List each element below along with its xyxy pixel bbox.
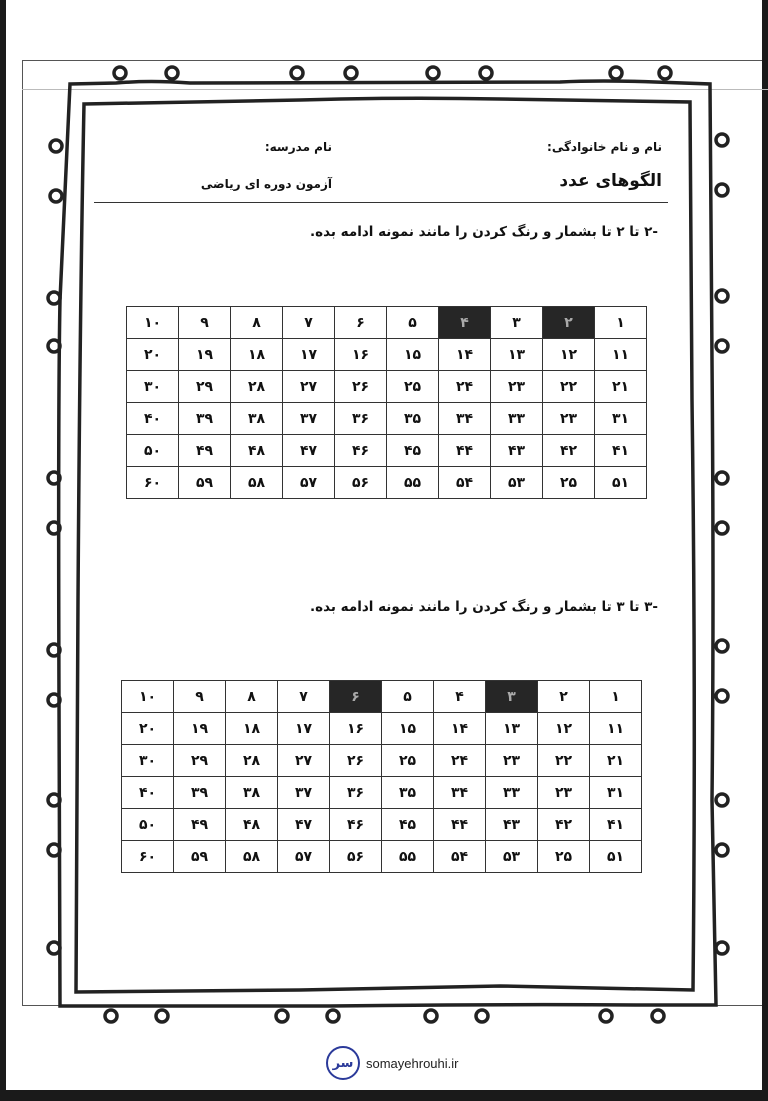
grid-cell[interactable]: ۴۳ xyxy=(486,809,538,841)
grid-cell[interactable]: ۱۹ xyxy=(179,339,231,371)
grid-cell[interactable]: ۲۳ xyxy=(491,371,543,403)
grid-cell[interactable]: ۱ xyxy=(595,307,647,339)
grid-cell[interactable]: ۳۱ xyxy=(595,403,647,435)
grid-cell[interactable]: ۸ xyxy=(226,681,278,713)
grid-cell[interactable]: ۶ xyxy=(335,307,387,339)
grid-cell[interactable]: ۲ xyxy=(538,681,590,713)
bottom-edge xyxy=(0,1090,768,1101)
grid-cell[interactable]: ۵۷ xyxy=(278,841,330,873)
grid-cell[interactable]: ۵۸ xyxy=(226,841,278,873)
grid-cell[interactable]: ۴۴ xyxy=(434,809,486,841)
grid-cell[interactable]: ۳۸ xyxy=(231,403,283,435)
grid-row xyxy=(127,307,647,339)
grid-cell[interactable]: ۴۶ xyxy=(330,809,382,841)
grid-cell[interactable]: ۴ xyxy=(439,307,491,339)
grid-cell[interactable]: ۲۶ xyxy=(330,745,382,777)
grid-cell[interactable]: ۳۹ xyxy=(179,403,231,435)
grid-cell[interactable]: ۷ xyxy=(283,307,335,339)
grid-cell[interactable]: ۲۵ xyxy=(387,371,439,403)
grid-cell[interactable]: ۱۲ xyxy=(538,713,590,745)
grid-cell[interactable]: ۶۰ xyxy=(122,841,174,873)
grid-cell[interactable]: ۲۷ xyxy=(278,745,330,777)
grid-cell[interactable]: ۵۴ xyxy=(434,841,486,873)
grid-cell[interactable]: ۵۳ xyxy=(486,841,538,873)
grid-cell[interactable]: ۴۲ xyxy=(543,435,595,467)
instruction-skip-count-2: -۲ تا ۲ تا بشمار و رنگ کردن را مانند نمونه ادامه بده. xyxy=(310,224,658,240)
grid-cell[interactable]: ۵۴ xyxy=(439,467,491,499)
grid-cell[interactable]: ۱۱ xyxy=(595,339,647,371)
grid-cell[interactable]: ۴۴ xyxy=(439,435,491,467)
grid-cell[interactable]: ۳۶ xyxy=(330,777,382,809)
grid-row xyxy=(127,467,647,499)
grid-cell[interactable]: ۲۲ xyxy=(538,745,590,777)
site-footer xyxy=(326,1046,459,1080)
grid-cell[interactable]: ۱۵ xyxy=(382,713,434,745)
grid-cell[interactable]: ۲۲ xyxy=(543,371,595,403)
grid-cell[interactable]: ۱۸ xyxy=(231,339,283,371)
site-url[interactable]: somayehrouhi.ir xyxy=(366,1055,459,1071)
grid-cell[interactable]: ۲۰ xyxy=(127,339,179,371)
grid-cell[interactable]: ۲۳ xyxy=(486,745,538,777)
student-name-label: نام و نام خانوادگی: xyxy=(547,140,662,154)
grid-cell[interactable]: ۷ xyxy=(278,681,330,713)
grid-cell[interactable]: ۵۰ xyxy=(122,809,174,841)
grid-cell[interactable]: ۴۷ xyxy=(278,809,330,841)
grid-cell[interactable]: ۲۵ xyxy=(538,841,590,873)
grid-cell[interactable]: ۵۱ xyxy=(595,467,647,499)
school-name-label: نام مدرسه: xyxy=(264,140,332,154)
grid-cell[interactable]: ۳۰ xyxy=(122,745,174,777)
grid-cell[interactable]: ۱۹ xyxy=(174,713,226,745)
grid-row xyxy=(122,777,642,809)
grid-cell[interactable]: ۵۹ xyxy=(179,467,231,499)
exam-subtitle: آزمون دوره ای ریاضی xyxy=(200,177,332,191)
grid-row xyxy=(127,339,647,371)
grid-cell[interactable]: ۵۸ xyxy=(231,467,283,499)
grid-cell[interactable]: ۱۰ xyxy=(127,307,179,339)
grid-cell[interactable]: ۳۴ xyxy=(439,403,491,435)
grid-cell[interactable]: ۱۳ xyxy=(486,713,538,745)
grid-cell[interactable]: ۲۷ xyxy=(283,371,335,403)
grid-cell[interactable]: ۲۰ xyxy=(122,713,174,745)
grid-cell[interactable]: ۵۵ xyxy=(382,841,434,873)
grid-cell[interactable]: ۴۶ xyxy=(335,435,387,467)
grid-cell[interactable]: ۲۱ xyxy=(590,745,642,777)
grid-cell[interactable]: ۲۳ xyxy=(543,403,595,435)
grid-cell[interactable]: ۵ xyxy=(382,681,434,713)
grid-cell[interactable]: ۴۹ xyxy=(174,809,226,841)
grid-cell[interactable]: ۱۲ xyxy=(543,339,595,371)
grid-cell[interactable]: ۴۸ xyxy=(231,435,283,467)
grid-cell[interactable]: ۳۳ xyxy=(491,403,543,435)
number-grid-skip-3 xyxy=(121,680,642,873)
grid-row xyxy=(127,435,647,467)
grid-cell[interactable]: ۴۱ xyxy=(590,809,642,841)
grid-cell[interactable]: ۴۲ xyxy=(538,809,590,841)
grid-cell[interactable]: ۴۷ xyxy=(283,435,335,467)
grid-cell[interactable]: ۵۱ xyxy=(590,841,642,873)
grid-cell[interactable]: ۴۵ xyxy=(387,435,439,467)
grid-cell[interactable]: ۲۵ xyxy=(543,467,595,499)
grid-cell[interactable]: ۲۸ xyxy=(226,745,278,777)
grid-cell[interactable]: ۱۳ xyxy=(491,339,543,371)
grid-cell[interactable]: ۱۷ xyxy=(278,713,330,745)
grid-cell[interactable]: ۲۹ xyxy=(174,745,226,777)
grid-cell[interactable]: ۶۰ xyxy=(127,467,179,499)
grid-cell[interactable]: ۹ xyxy=(179,307,231,339)
grid-cell[interactable]: ۱۰ xyxy=(122,681,174,713)
grid-cell[interactable]: ۵۰ xyxy=(127,435,179,467)
grid-cell[interactable]: ۳۶ xyxy=(335,403,387,435)
worksheet-title: الگوهای عدد xyxy=(559,171,662,191)
grid-cell[interactable]: ۵۳ xyxy=(491,467,543,499)
grid-row xyxy=(122,713,642,745)
grid-cell[interactable]: ۶ xyxy=(330,681,382,713)
grid-cell[interactable]: ۳ xyxy=(486,681,538,713)
grid-cell[interactable]: ۴۸ xyxy=(226,809,278,841)
grid-cell[interactable]: ۴۳ xyxy=(491,435,543,467)
grid-row xyxy=(122,681,642,713)
instruction-skip-count-3: -۳ تا ۳ تا بشمار و رنگ کردن را مانند نمونه ادامه بده. xyxy=(310,599,658,615)
grid-cell[interactable]: ۳۳ xyxy=(486,777,538,809)
grid-cell[interactable]: ۳ xyxy=(491,307,543,339)
grid-cell[interactable]: ۳۵ xyxy=(387,403,439,435)
grid-cell[interactable]: ۵۶ xyxy=(330,841,382,873)
grid-cell[interactable]: ۵۷ xyxy=(283,467,335,499)
grid-cell[interactable]: ۳۷ xyxy=(278,777,330,809)
grid-cell[interactable]: ۴۵ xyxy=(382,809,434,841)
grid-cell[interactable]: ۲۵ xyxy=(382,745,434,777)
grid-cell[interactable]: ۳۷ xyxy=(283,403,335,435)
grid-cell[interactable]: ۹ xyxy=(174,681,226,713)
grid-cell[interactable]: ۱۶ xyxy=(335,339,387,371)
grid-cell[interactable]: ۳۱ xyxy=(590,777,642,809)
grid-cell[interactable]: ۵۵ xyxy=(387,467,439,499)
grid-cell[interactable]: ۲۱ xyxy=(595,371,647,403)
grid-cell[interactable]: ۱۴ xyxy=(439,339,491,371)
grid-cell[interactable]: ۳۹ xyxy=(174,777,226,809)
grid-cell[interactable]: ۴۱ xyxy=(595,435,647,467)
grid-cell[interactable]: ۳۸ xyxy=(226,777,278,809)
grid-cell[interactable]: ۲۳ xyxy=(538,777,590,809)
grid-cell[interactable]: ۵۹ xyxy=(174,841,226,873)
grid-row xyxy=(127,371,647,403)
grid-row xyxy=(122,841,642,873)
grid-row xyxy=(127,403,647,435)
grid-cell[interactable]: ۲۴ xyxy=(439,371,491,403)
grid-cell[interactable]: ۸ xyxy=(231,307,283,339)
grid-cell[interactable]: ۱۶ xyxy=(330,713,382,745)
grid-cell[interactable]: ۴۰ xyxy=(127,403,179,435)
grid-cell[interactable]: ۴ xyxy=(434,681,486,713)
grid-row xyxy=(122,809,642,841)
number-grid-skip-2 xyxy=(126,306,647,499)
grid-cell[interactable]: ۳۵ xyxy=(382,777,434,809)
grid-cell[interactable]: ۵ xyxy=(387,307,439,339)
grid-cell[interactable]: ۳۴ xyxy=(434,777,486,809)
grid-cell[interactable]: ۲۴ xyxy=(434,745,486,777)
grid-row xyxy=(122,745,642,777)
grid-cell[interactable]: ۴۹ xyxy=(179,435,231,467)
grid-cell[interactable]: ۱۸ xyxy=(226,713,278,745)
header-divider xyxy=(94,202,668,203)
grid-cell[interactable]: ۱۱ xyxy=(590,713,642,745)
grid-cell[interactable]: ۴۰ xyxy=(122,777,174,809)
grid-cell[interactable]: ۱۴ xyxy=(434,713,486,745)
grid-cell[interactable]: ۱۵ xyxy=(387,339,439,371)
grid-cell[interactable]: ۱ xyxy=(590,681,642,713)
grid-cell[interactable]: ۱۷ xyxy=(283,339,335,371)
grid-cell[interactable]: ۵۶ xyxy=(335,467,387,499)
site-logo-icon: سر xyxy=(326,1046,360,1080)
grid-cell[interactable]: ۲۹ xyxy=(179,371,231,403)
grid-cell[interactable]: ۲۶ xyxy=(335,371,387,403)
grid-cell[interactable]: ۲۸ xyxy=(231,371,283,403)
grid-cell[interactable]: ۳۰ xyxy=(127,371,179,403)
grid-cell[interactable]: ۲ xyxy=(543,307,595,339)
